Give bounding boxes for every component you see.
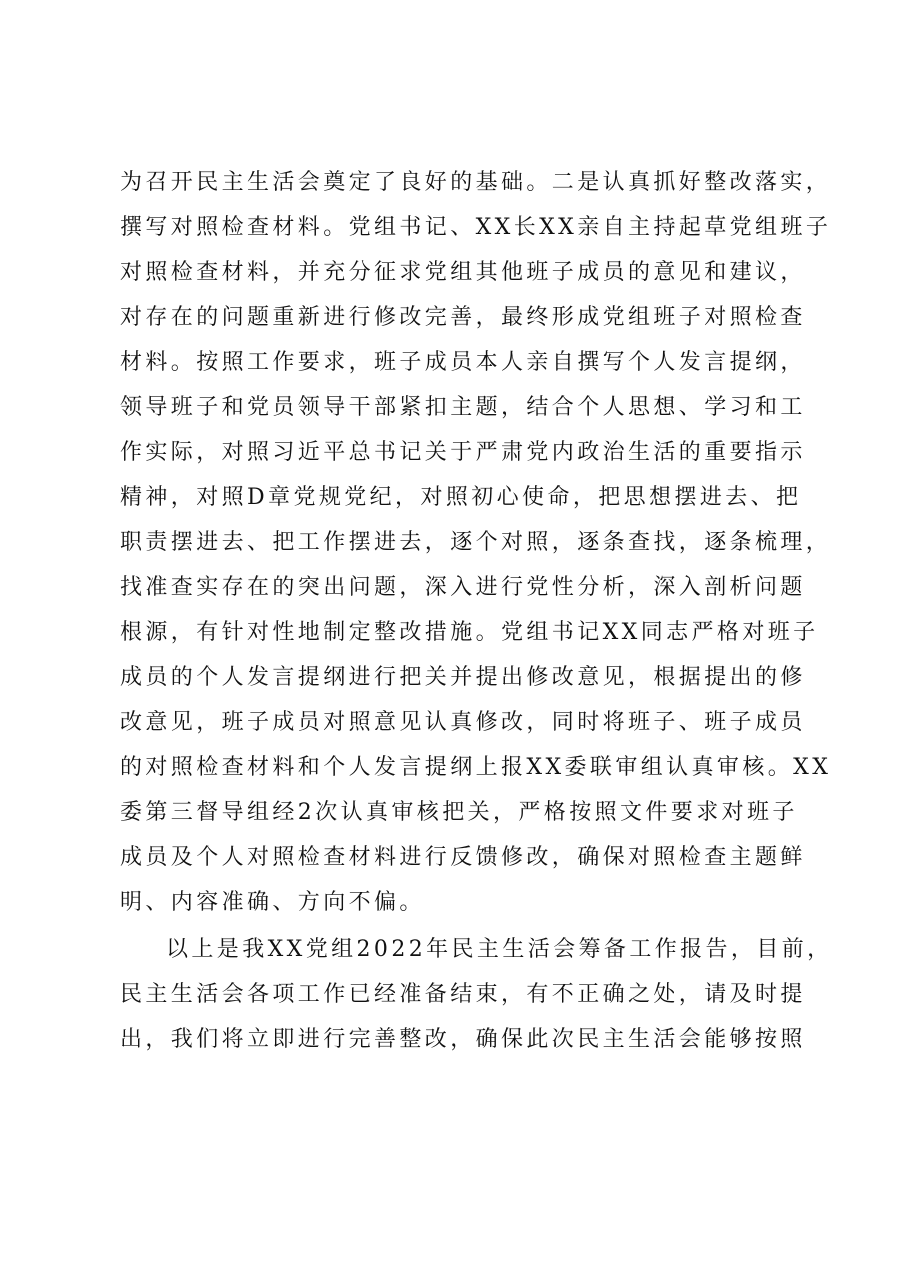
document-body xyxy=(120,160,833,1062)
text-line: 作实际，对照习近平总书记关于严肃党内政治生活的重要指示 xyxy=(120,440,806,465)
text-line: 的对照检查材料和个人发言提纲上报XX委联审组认真审核。XX xyxy=(120,755,832,780)
text-line: 成员及个人对照检查材料进行反馈修改，确保对照检查主题鲜 xyxy=(120,845,806,870)
text-line: 领导班子和党员领导干部紧扣主题，结合个人思想、学习和工 xyxy=(120,395,806,420)
paragraph-continuation xyxy=(120,160,832,925)
text-line: 根源，有针对性地制定整改措施。党组书记XX同志严格对班子 xyxy=(120,620,819,645)
text-line: 出，我们将立即进行完善整改，确保此次民主生活会能够按照 xyxy=(120,1027,806,1052)
paragraph-summary xyxy=(120,927,833,1062)
text-line: 民主生活会各项工作已经准备结束，有不正确之处，请及时提 xyxy=(120,982,806,1007)
text-line: 为召开民主生活会奠定了良好的基础。二是认真抓好整改落实， xyxy=(120,170,832,195)
text-line-indented: 以上是我XX党组2022年民主生活会筹备工作报告，目前， xyxy=(166,937,833,962)
text-line: 改意见，班子成员对照意见认真修改，同时将班子、班子成员 xyxy=(120,710,806,735)
text-line: 明、内容准确、方向不偏。 xyxy=(120,890,425,915)
text-line: 成员的个人发言提纲进行把关并提出修改意见，根据提出的修 xyxy=(120,665,806,690)
text-line: 撰写对照检查材料。党组书记、XX长XX亲自主持起草党组班子 xyxy=(120,215,832,240)
text-line: 对存在的问题重新进行修改完善，最终形成党组班子对照检查 xyxy=(120,305,806,330)
text-line: 委第三督导组经2次认真审核把关，严格按照文件要求对班子 xyxy=(120,800,798,825)
text-line: 材料。按照工作要求，班子成员本人亲自撰写个人发言提纲， xyxy=(120,350,806,375)
text-line: 精神，对照D章党规党纪，对照初心使命，把思想摆进去、把 xyxy=(120,485,802,510)
text-line: 职责摆进去、把工作摆进去，逐个对照，逐条查找，逐条梳理， xyxy=(120,530,832,555)
text-line: 找准查实存在的突出问题，深入进行党性分析，深入剖析问题 xyxy=(120,575,806,600)
text-line: 对照检查材料，并充分征求党组其他班子成员的意见和建议， xyxy=(120,260,806,285)
